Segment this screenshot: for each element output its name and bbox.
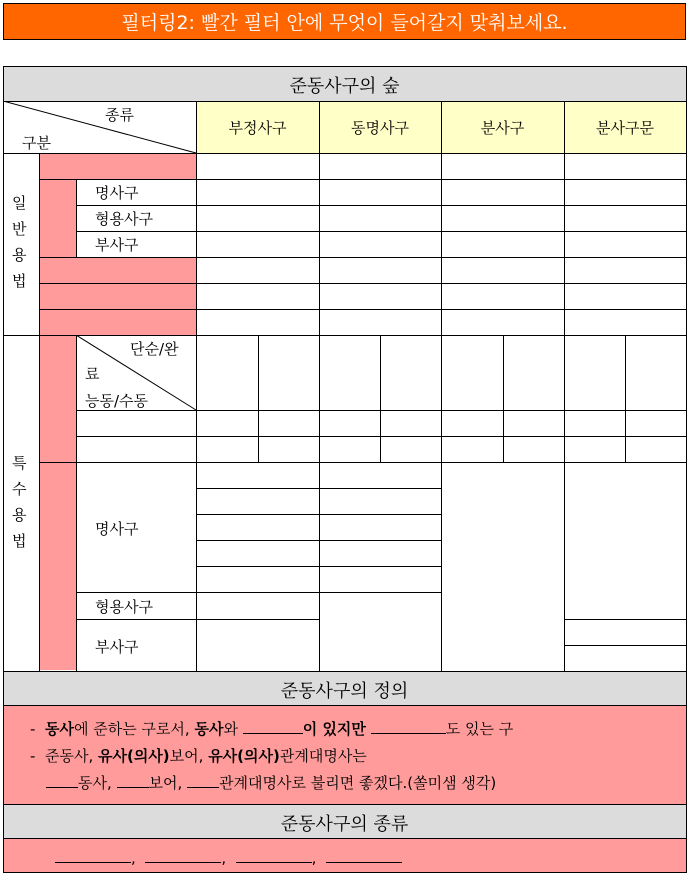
forest-title: 준동사구의 숲	[289, 76, 400, 97]
types-title: 준동사구의 종류	[280, 814, 409, 835]
blank-1	[243, 719, 303, 734]
definition-line-3: 동사, 보어, 관계대명사로 불리면 좋겠다.(쏠미샘 생각)	[46, 772, 496, 793]
definition-title: 준동사구의 정의	[280, 681, 409, 702]
blank-2	[371, 719, 446, 734]
col-gerund: 동명사구	[351, 118, 409, 137]
general-row-noun: 명사구	[95, 184, 139, 202]
special-row-noun: 명사구	[95, 520, 139, 538]
type-blank-4	[326, 848, 402, 863]
special-row-adjective: 형용사구	[95, 598, 153, 616]
blank-3	[46, 773, 78, 788]
active-passive-label: 능동/수동	[85, 392, 149, 410]
general-row-adverb: 부사구	[95, 236, 139, 254]
corner-type-label: 종류	[105, 106, 134, 124]
type-blank-2	[145, 848, 221, 863]
general-blank-2	[39, 257, 196, 335]
special-row-adverb: 부사구	[95, 638, 139, 656]
general-row-adjective: 형용사구	[95, 210, 153, 228]
special-use-label: 특수용법	[12, 454, 27, 550]
col-infinitive: 부정사구	[228, 118, 287, 137]
special-blank	[39, 335, 76, 670]
blank-4	[117, 773, 149, 788]
col-participle-clause: 분사구문	[596, 118, 654, 137]
definition-line-1: - 동사에 준하는 구로서, 동사와 이 있지만 도 있는 구	[30, 720, 514, 738]
corner-category-label: 구분	[22, 134, 51, 152]
general-use-label: 일반용법	[12, 194, 27, 290]
general-sub-blank	[39, 179, 76, 257]
definition-line-2: - 준동사, 유사(의사)보어, 유사(의사)관계대명사는	[30, 747, 367, 765]
general-blank-1	[39, 153, 196, 179]
blank-5	[187, 773, 219, 788]
simple-perfect-label: 단순/완	[130, 340, 179, 358]
instruction-banner: 필터링2: 빨간 필터 안에 무엇이 들어갈지 맞춰보세요.	[3, 3, 686, 40]
simple-perfect-label-cont: 료	[85, 365, 100, 383]
types-blanks: , , ,	[55, 848, 402, 867]
type-blank-3	[236, 848, 312, 863]
type-blank-1	[55, 848, 131, 863]
col-participle: 분사구	[480, 118, 525, 137]
